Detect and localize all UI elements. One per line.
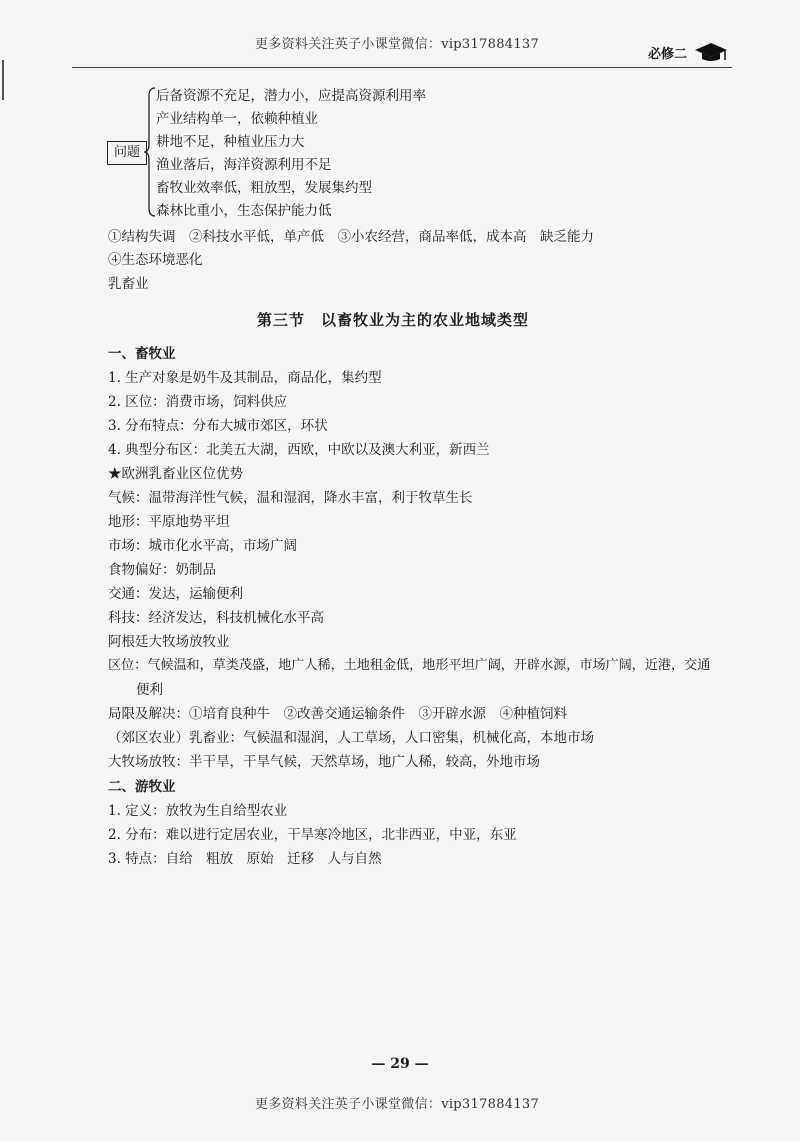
- summary-line: ①结构失调 ②科技水平低，单产低 ③小农经营，商品率低，成本高 缺乏能力: [108, 229, 594, 245]
- section-title: 第三节 以畜牧业为主的农业地域类型: [257, 311, 530, 329]
- part2-line: 3. 特点：自给 粗放 原始 迁移 人与自然: [108, 851, 382, 867]
- part1-line: 大牧场放牧：半干旱，干旱气候，天然草场，地广人稀，较高，外地市场: [108, 754, 540, 770]
- part1-line: 交通：发达，运输便利: [108, 586, 243, 602]
- footer-watermark: 更多资料关注英子小课堂微信：vip317884137: [255, 1097, 540, 1112]
- summary-line: ④生态环境恶化: [108, 252, 203, 268]
- part1-line: 区位：气候温和，草类茂盛，地广人稀，土地租金低，地形平坦广阔，开辟水源，市场广阔，近港，交通: [108, 658, 711, 673]
- part1-line: （郊区农业）乳畜业：气候温和湿润，人工草场，人口密集，机械化高，本地市场: [108, 730, 594, 746]
- part1-line: 便利: [136, 682, 163, 698]
- part1-line: 科技：经济发达，科技机械化水平高: [108, 610, 324, 626]
- part1-line: 阿根廷大牧场放牧业: [108, 634, 230, 650]
- page-number: — 29 —: [371, 1056, 429, 1072]
- part1-line: 局限及解决：①培育良种牛 ②改善交通运输条件 ③开辟水源 ④种植饲料: [108, 706, 567, 722]
- part1-line: 地形：平原地势平坦: [108, 514, 230, 530]
- graduation-cap-icon: [693, 40, 729, 64]
- curly-brace: [143, 86, 157, 218]
- part1-line: 食物偏好：奶制品: [108, 562, 216, 578]
- problem-item: 产业结构单一，依赖种植业: [156, 111, 318, 127]
- part1-line: 1. 生产对象是奶牛及其制品，商品化，集约型: [108, 370, 382, 386]
- part2-line: 1. 定义：放牧为生自给型农业: [108, 803, 288, 819]
- header-watermark: 更多资料关注英子小课堂微信：vip317884137: [255, 37, 540, 52]
- part1-line: 3. 分布特点：分布大城市郊区，环状: [108, 418, 328, 434]
- header-rule: [72, 67, 732, 68]
- problem-item: 耕地不足，种植业压力大: [156, 134, 305, 150]
- part1-line: 市场：城市化水平高，市场广阔: [108, 538, 297, 554]
- problem-item: 后备资源不充足，潜力小，应提高资源利用率: [156, 88, 426, 104]
- part2-line: 2. 分布：难以进行定居农业，干旱寒冷地区，北非西亚，中亚，东亚: [108, 827, 517, 843]
- part1-line: 2. 区位：消费市场，饲料供应: [108, 394, 288, 410]
- header-label: 必修二: [648, 47, 688, 62]
- part1-line: ★欧洲乳畜业区位优势: [108, 466, 243, 482]
- problem-item: 森林比重小，生态保护能力低: [156, 203, 332, 219]
- part2-heading: 二、游牧业: [108, 779, 176, 795]
- part1-heading: 一、畜牧业: [108, 346, 176, 362]
- problems-label: 问题: [107, 141, 147, 165]
- part1-line: 气候：温带海洋性气候，温和湿润，降水丰富，利于牧草生长: [108, 490, 473, 506]
- part1-line: 4. 典型分布区：北美五大湖，西欧，中欧以及澳大利亚，新西兰: [108, 442, 490, 458]
- problem-item: 渔业落后，海洋资源利用不足: [156, 157, 332, 173]
- summary-line: 乳畜业: [108, 276, 149, 292]
- problem-item: 畜牧业效率低，粗放型，发展集约型: [156, 180, 372, 196]
- left-margin-mark: [2, 60, 4, 100]
